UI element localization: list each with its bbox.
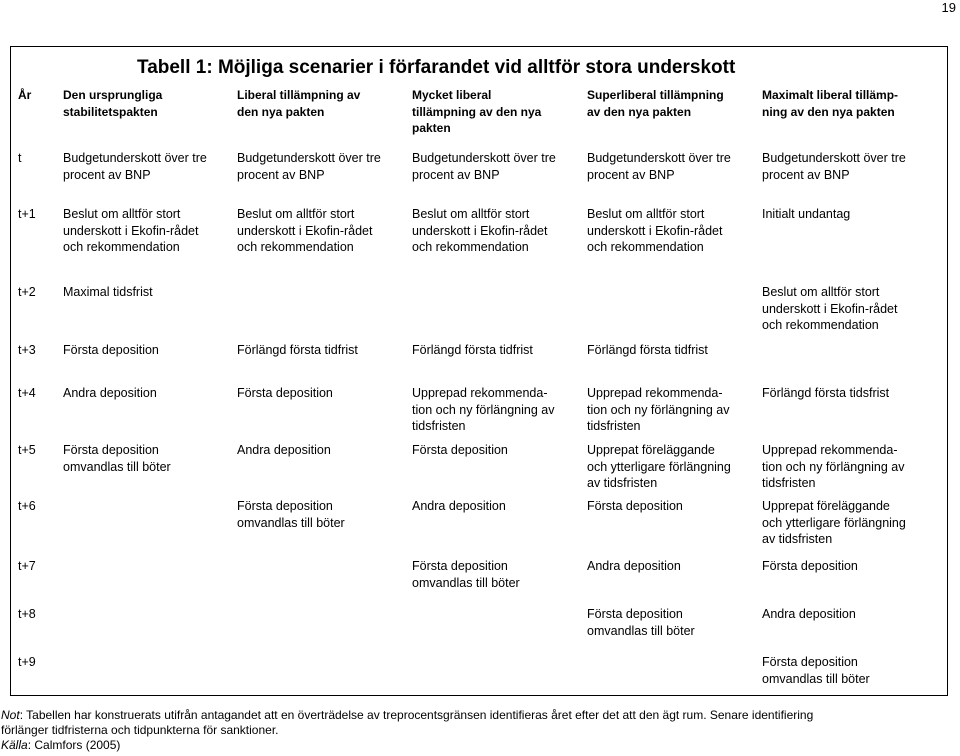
table-cell: Andra deposition [237, 443, 331, 457]
table-cell: Upprepat föreläggande och ytterligare förlängning av tidsfristen [587, 443, 731, 490]
table-frame [10, 46, 948, 696]
source-label: Källa [1, 738, 28, 752]
table-cell: Första deposition [412, 443, 508, 457]
table-cell: Beslut om alltför stort underskott i Ekofin-rådet och rekommendation [412, 207, 548, 254]
table-cell: Budgetunderskott över tre procent av BNP [587, 151, 731, 182]
source-text: : Calmfors (2005) [27, 738, 121, 752]
column-header-superliberal: Superliberal tillämpning av den nya pakten [587, 88, 724, 119]
table-cell: Upprepad rekommenda- tion och ny förlängning av tidsfristen [412, 386, 555, 433]
table-cell: Första deposition omvandlas till böter [63, 443, 171, 474]
table-cell: Förlängd första tidsfrist [762, 386, 890, 400]
table-cell: Andra deposition [412, 499, 506, 513]
row-label: t+8 [18, 607, 36, 621]
table-cell: Budgetunderskott över tre procent av BNP [762, 151, 906, 182]
row-label: t+3 [18, 343, 36, 357]
table-cell: Första deposition omvandlas till böter [237, 499, 345, 530]
note-text: : Tabellen har konstruerats utifrån antagandet att en överträdelse av treprocentsgränsen identifieras året efter det att den ägt rum. Senare identifiering förlänger tidfristerna och tidpunkterna för sanktioner. [1, 708, 814, 737]
row-label: t+1 [18, 207, 36, 221]
table-cell: Budgetunderskott över tre procent av BNP [63, 151, 207, 182]
table-cell: Budgetunderskott över tre procent av BNP [237, 151, 381, 182]
table-cell: Andra deposition [587, 559, 681, 573]
table-cell: Beslut om alltför stort underskott i Ekofin-rådet och rekommendation [63, 207, 199, 254]
table-cell: Första deposition [587, 499, 683, 513]
column-header-maximally-liberal: Maximalt liberal tillämp- ning av den nya pakten [762, 88, 899, 119]
table-cell: Upprepad rekommenda- tion och ny förlängning av tidsfristen [762, 443, 905, 490]
table-source [1, 738, 120, 753]
table-cell: Förlängd första tidfrist [237, 343, 358, 357]
table-cell: Maximal tidsfrist [63, 285, 153, 299]
column-header-liberal: Liberal tillämpning av den nya pakten [237, 88, 361, 119]
row-label: t+4 [18, 386, 36, 400]
table-cell: Beslut om alltför stort underskott i Ekofin-rådet och rekommendation [762, 285, 898, 332]
column-header-original-pact: Den ursprungliga stabilitetspakten [63, 88, 163, 119]
column-header-year: År [18, 88, 32, 102]
table-cell: Beslut om alltför stort underskott i Ekofin-rådet och rekommendation [237, 207, 373, 254]
table-cell: Budgetunderskott över tre procent av BNP [412, 151, 556, 182]
table-cell: Första deposition [63, 343, 159, 357]
table-cell: Upprepat föreläggande och ytterligare förlängning av tidsfristen [762, 499, 906, 546]
table-cell: Andra deposition [63, 386, 157, 400]
table-cell: Första deposition omvandlas till böter [762, 655, 870, 686]
page-number: 19 [941, 0, 956, 15]
row-label: t+2 [18, 285, 36, 299]
table-note [1, 708, 813, 738]
row-label: t+5 [18, 443, 36, 457]
table-title: Tabell 1: Möjliga scenarier i förfarandet vid alltför stora underskott [137, 57, 736, 78]
table-cell: Beslut om alltför stort underskott i Ekofin-rådet och rekommendation [587, 207, 723, 254]
table-cell: Första deposition omvandlas till böter [412, 559, 520, 590]
row-label: t+6 [18, 499, 36, 513]
row-label: t+9 [18, 655, 36, 669]
row-label: t [18, 151, 22, 165]
table-cell: Förlängd första tidfrist [412, 343, 533, 357]
column-header-very-liberal: Mycket liberal tillämpning av den nya pakten [412, 88, 542, 135]
table-cell: Andra deposition [762, 607, 856, 621]
table-cell: Upprepad rekommenda- tion och ny förlängning av tidsfristen [587, 386, 730, 433]
table-cell: Första deposition omvandlas till böter [587, 607, 695, 638]
table-cell: Första deposition [237, 386, 333, 400]
note-label: Not [1, 708, 20, 722]
row-label: t+7 [18, 559, 36, 573]
table-cell: Initialt undantag [762, 207, 851, 221]
table-cell: Första deposition [762, 559, 858, 573]
table-cell: Förlängd första tidfrist [587, 343, 708, 357]
